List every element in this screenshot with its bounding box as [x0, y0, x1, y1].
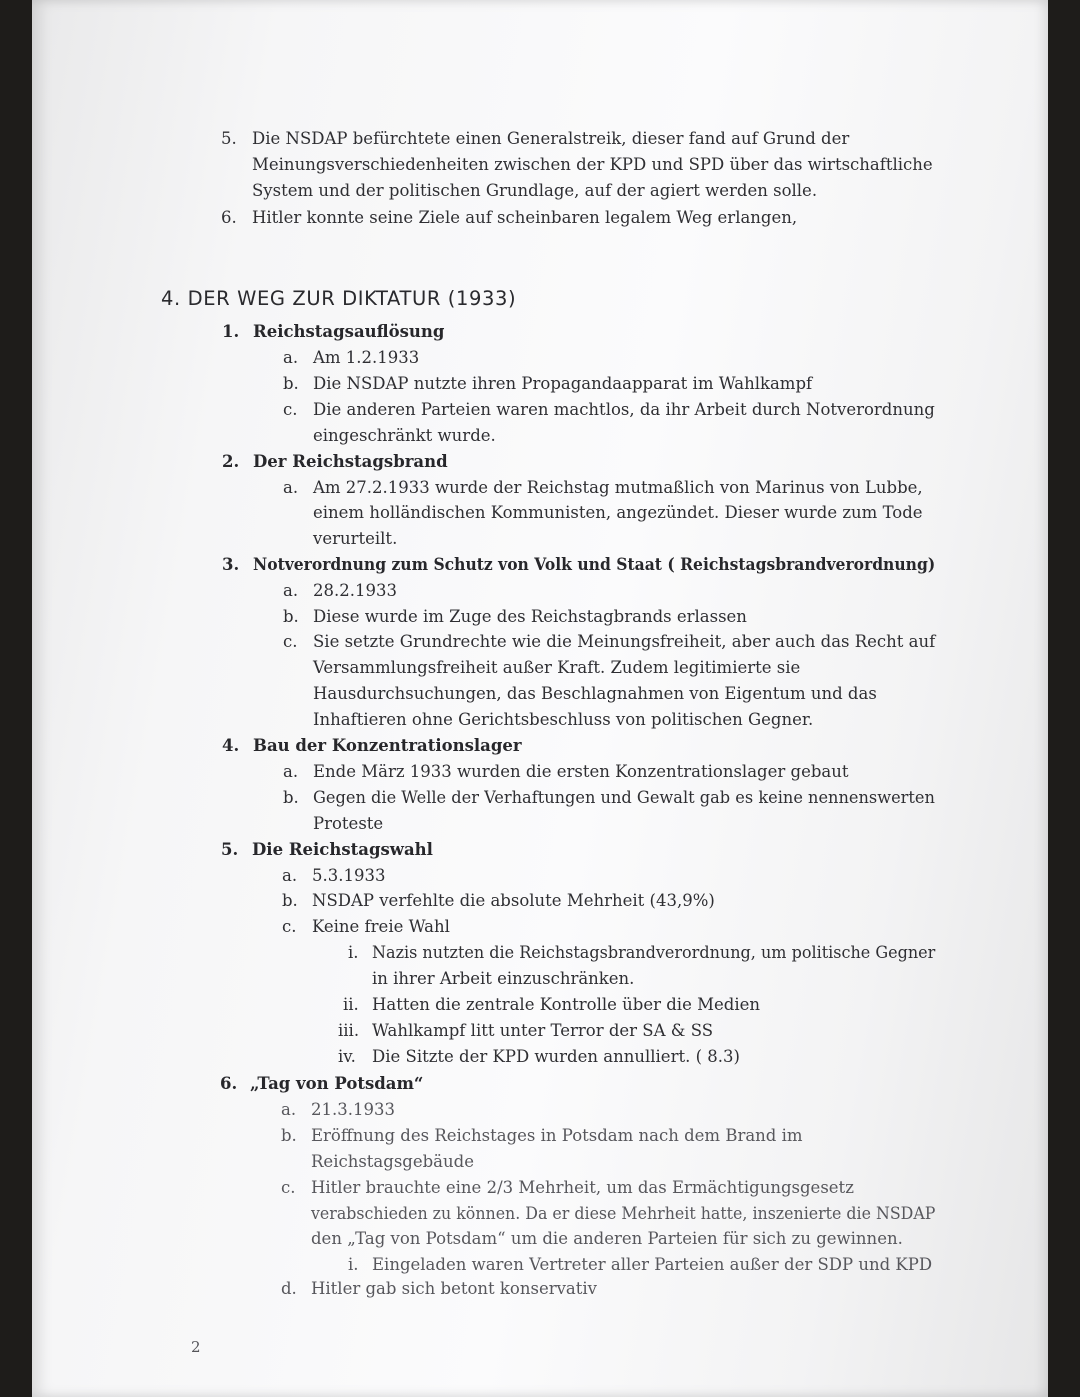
- text-line: Die anderen Parteien waren machtlos, da ihr Arbeit durch Notverordnung: [313, 400, 935, 419]
- text-line: einem holländischen Kommunisten, angezündet. Dieser wurde zum Tode: [313, 503, 923, 522]
- text-line: Diese wurde im Zuge des Reichstagbrands erlassen: [313, 607, 747, 626]
- item-number: 5.: [221, 840, 239, 859]
- sub-label: a.: [283, 581, 299, 600]
- sub-label: b.: [281, 1126, 297, 1145]
- item-number: 6.: [220, 1074, 238, 1093]
- text-line: NSDAP verfehlte die absolute Mehrheit (43,9%): [312, 891, 715, 910]
- text-line: Reichstagsgebäude: [311, 1152, 474, 1171]
- text-line: Die NSDAP befürchtete einen Generalstreik, dieser fand auf Grund der: [252, 129, 850, 148]
- text-line: verurteilt.: [313, 529, 398, 548]
- text-line: System und der politischen Grundlage, auf der agiert werden solle.: [252, 181, 818, 200]
- item-number: 1.: [222, 322, 240, 341]
- text-line: Eingeladen waren Vertreter aller Parteien außer der SDP und KPD: [372, 1255, 933, 1274]
- item-title: Bau der Konzentrationslager: [253, 736, 522, 755]
- item-title: Notverordnung zum Schutz von Volk und Staat ( Reichstagsbrandverordnung): [253, 555, 936, 574]
- text-line: Nazis nutzten die Reichstagsbrandverordnung, um politische Gegner: [372, 943, 936, 962]
- text-line: den „Tag von Potsdam“ um die anderen Parteien für sich zu gewinnen.: [311, 1229, 903, 1248]
- subsub-label: iii.: [338, 1021, 360, 1040]
- text-line: in ihrer Arbeit einzuschränken.: [372, 969, 635, 988]
- text-line: Am 1.2.1933: [313, 348, 420, 367]
- text-line: Die NSDAP nutzte ihren Propagandaapparat im Wahlkampf: [313, 374, 813, 393]
- page-number: 2: [191, 1338, 201, 1356]
- sub-label: d.: [281, 1279, 297, 1298]
- text-line: Versammlungsfreiheit außer Kraft. Zudem legitimierte sie: [313, 658, 801, 677]
- text-line: Hitler gab sich betont konservativ: [311, 1279, 597, 1298]
- text-line: Hitler brauchte eine 2/3 Mehrheit, um das Ermächtigungsgesetz: [311, 1178, 854, 1197]
- section-heading: 4. DER WEG ZUR DIKTATUR (1933): [161, 287, 517, 310]
- text-line: 5.3.1933: [312, 866, 386, 885]
- text-line: Inhaftieren ohne Gerichtsbeschluss von politischen Gegner.: [313, 710, 814, 729]
- text-line: Ende März 1933 wurden die ersten Konzentrationslager gebaut: [313, 762, 849, 781]
- list-number: 5.: [221, 129, 237, 148]
- item-number: 2.: [222, 452, 240, 471]
- item-number: 4.: [222, 736, 240, 755]
- text-line: Hausdurchsuchungen, das Beschlagnahmen von Eigentum und das: [313, 684, 877, 703]
- subsub-label: ii.: [343, 995, 359, 1014]
- sub-label: a.: [282, 866, 298, 885]
- text-line: 28.2.1933: [313, 581, 397, 600]
- sub-label: b.: [283, 607, 299, 626]
- sub-label: b.: [283, 374, 299, 393]
- text-line: Hitler konnte seine Ziele auf scheinbaren legalem Weg erlangen,: [252, 208, 798, 227]
- sub-label: a.: [281, 1100, 297, 1119]
- text-line: Proteste: [313, 814, 384, 833]
- sub-label: c.: [283, 632, 298, 651]
- list-number: 6.: [221, 208, 237, 227]
- text-line: 21.3.1933: [311, 1100, 395, 1119]
- text-line: Wahlkampf litt unter Terror der SA & SS: [372, 1021, 714, 1040]
- sub-label: c.: [283, 400, 298, 419]
- text-line: Hatten die zentrale Kontrolle über die Medien: [372, 995, 760, 1014]
- text-line: Eröffnung des Reichstages in Potsdam nach dem Brand im: [311, 1126, 803, 1145]
- item-title: „Tag von Potsdam“: [250, 1074, 424, 1093]
- sub-label: b.: [282, 891, 298, 910]
- text-line: eingeschränkt wurde.: [313, 426, 496, 445]
- text-line: Gegen die Welle der Verhaftungen und Gewalt gab es keine nennenswerten: [313, 788, 935, 807]
- sub-label: a.: [283, 762, 299, 781]
- text-line: Keine freie Wahl: [312, 917, 450, 936]
- item-title: Reichstagsauflösung: [253, 322, 445, 341]
- text-line: Die Sitzte der KPD wurden annulliert. ( 8.3): [372, 1047, 740, 1066]
- item-title: Der Reichstagsbrand: [253, 452, 448, 471]
- text-line: Am 27.2.1933 wurde der Reichstag mutmaßlich von Marinus von Lubbe,: [313, 478, 923, 497]
- text-line: Sie setzte Grundrechte wie die Meinungsfreiheit, aber auch das Recht auf: [313, 632, 936, 651]
- item-title: Die Reichstagswahl: [252, 840, 433, 859]
- subsub-label: i.: [348, 1255, 359, 1274]
- sub-label: a.: [283, 478, 299, 497]
- sub-label: b.: [283, 788, 299, 807]
- subsub-label: i.: [348, 943, 359, 962]
- sub-label: c.: [281, 1178, 296, 1197]
- subsub-label: iv.: [338, 1047, 356, 1066]
- sub-label: a.: [283, 348, 299, 367]
- text-line: Meinungsverschiedenheiten zwischen der KPD und SPD über das wirtschaftliche: [252, 155, 933, 174]
- sub-label: c.: [282, 917, 297, 936]
- item-number: 3.: [222, 555, 240, 574]
- text-line: verabschieden zu können. Da er diese Mehrheit hatte, inszenierte die NSDAP: [311, 1204, 936, 1223]
